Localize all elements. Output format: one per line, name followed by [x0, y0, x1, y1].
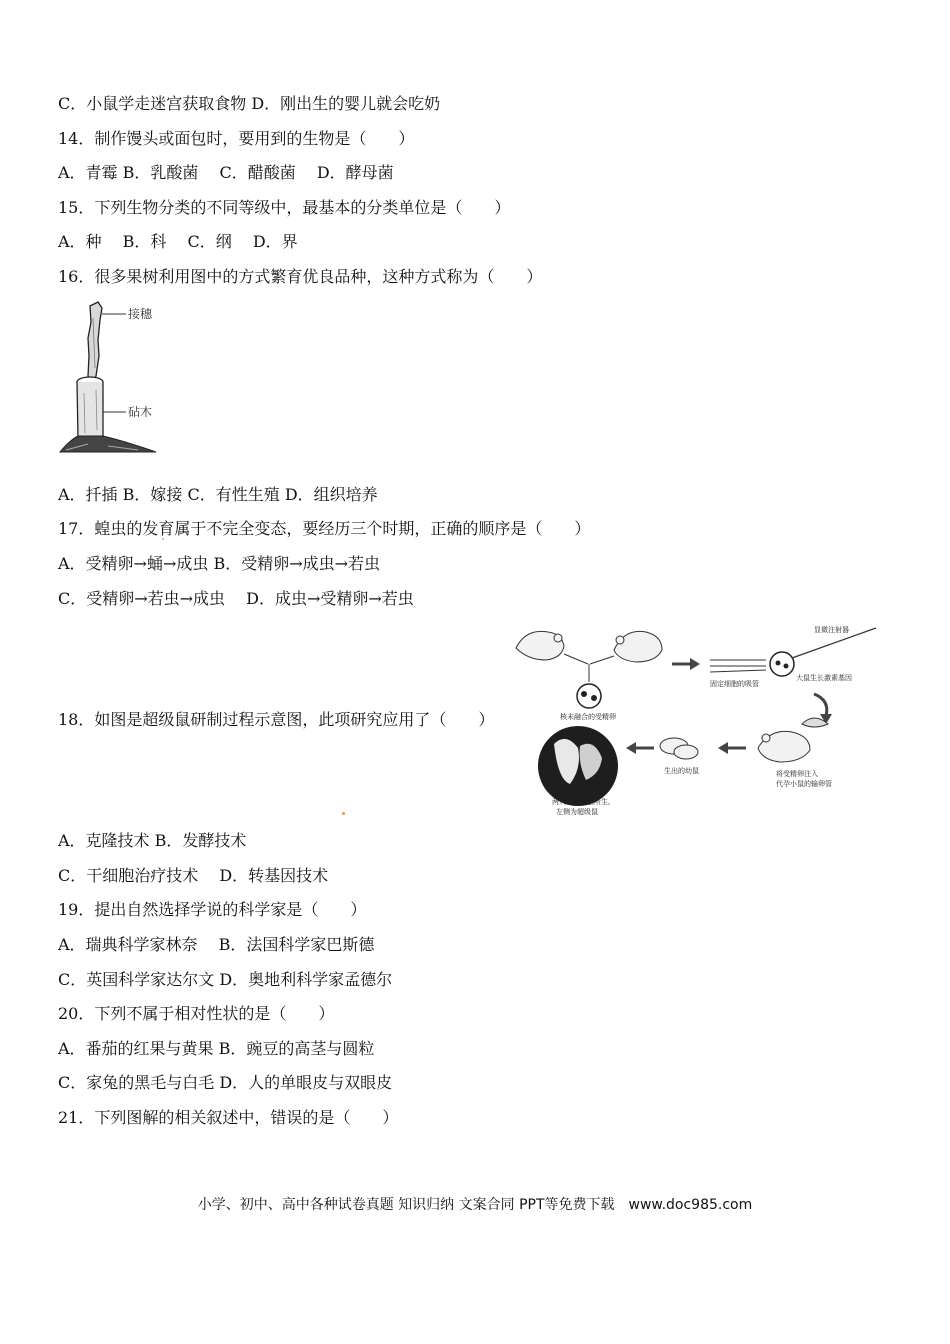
offspring-label: 生出的幼鼠: [664, 767, 699, 775]
q17-stem: 17．蝗虫的发育属于不完全变态，要经历三个时期，正确的顺序是（ ）: [58, 519, 591, 538]
q20-options-ab: A．番茄的红果与黄果 B．豌豆的高茎与圆粒: [58, 1039, 375, 1058]
stray-mark-small: [162, 538, 164, 540]
surrogate-mouse: [758, 718, 828, 762]
q18-options-ab: A．克隆技术 B．发酵技术: [58, 831, 247, 850]
scion-shape: [88, 302, 102, 384]
parent-mouse-left: [516, 631, 564, 660]
scion-label: 接穗: [128, 307, 153, 321]
q17-options-cd: C．受精卵→若虫→成虫 D．成虫→受精卵→若虫: [58, 589, 414, 608]
q19-options-cd: C．英国科学家达尔文 D．奥地利科学家孟德尔: [58, 970, 393, 989]
q15-stem: 15．下列生物分类的不同等级中，最基本的分类单位是（ ）: [58, 198, 511, 217]
q21-stem: 21．下列图解的相关叙述中，错误的是（ ）: [58, 1108, 399, 1127]
q17-options-ab: A．受精卵→蛹→成虫 B．受精卵→成虫→若虫: [58, 554, 381, 573]
q16-stem: 16．很多果树利用图中的方式繁育优良品种，这种方式称为（ ）: [58, 267, 543, 286]
page-footer: 小学、初中、高中各种试卷真题 知识归纳 文案合同 PPT等免费下载 www.doc985.com: [197, 1197, 753, 1213]
pipette-label: 固定细胞的吸管: [710, 680, 759, 688]
result-label-1: 两只鼠为一胎所生,: [552, 798, 611, 806]
q16-options: A．扦插 B．嫁接 C．有性生殖 D．组织培养: [58, 485, 378, 504]
super-mouse-figure: [514, 620, 900, 816]
injected-egg: [770, 652, 794, 676]
q19-stem: 19．提出自然选择学说的科学家是（ ）: [58, 900, 367, 919]
gene-label: 大鼠生长激素基因: [796, 674, 852, 682]
baby-mice: [660, 738, 698, 759]
q14-stem: 14．制作馒头或面包时，要用到的生物是（ ）: [58, 129, 415, 148]
q19-options-ab: A．瑞典科学家林奈 B．法国科学家巴斯德: [58, 935, 375, 954]
fertilized-egg-label: 核未融合的受精卵: [560, 713, 616, 721]
transfer-label-1: 将受精卵注入: [776, 770, 818, 778]
q15-options: A．种 B．科 C．纲 D．界: [58, 232, 298, 251]
q18-stem: 18．如图是超级鼠研制过程示意图，此项研究应用了（ ）: [58, 710, 495, 729]
grafting-figure: [58, 298, 178, 458]
injector-label: 显微注射器: [814, 626, 849, 634]
stock-label: 砧木: [128, 405, 153, 419]
q14-options: A．青霉 B．乳酸菌 C．醋酸菌 D．酵母菌: [58, 163, 394, 182]
q18-options-cd: C．干细胞治疗技术 D．转基因技术: [58, 866, 329, 885]
q13-options-cd: C．小鼠学走迷宫获取食物 D．刚出生的婴儿就会吃奶: [58, 94, 441, 113]
transfer-label-2: 代孕小鼠的输卵管: [776, 780, 832, 788]
q20-options-cd: C．家兔的黑毛与白毛 D．人的单眼皮与双眼皮: [58, 1073, 393, 1092]
result-label-2: 左侧为超级鼠: [556, 808, 598, 816]
stray-mark: [342, 812, 345, 815]
q20-stem: 20．下列不属于相对性状的是（ ）: [58, 1004, 335, 1023]
parent-mouse-right: [614, 631, 662, 662]
fertilized-egg: [577, 684, 601, 708]
